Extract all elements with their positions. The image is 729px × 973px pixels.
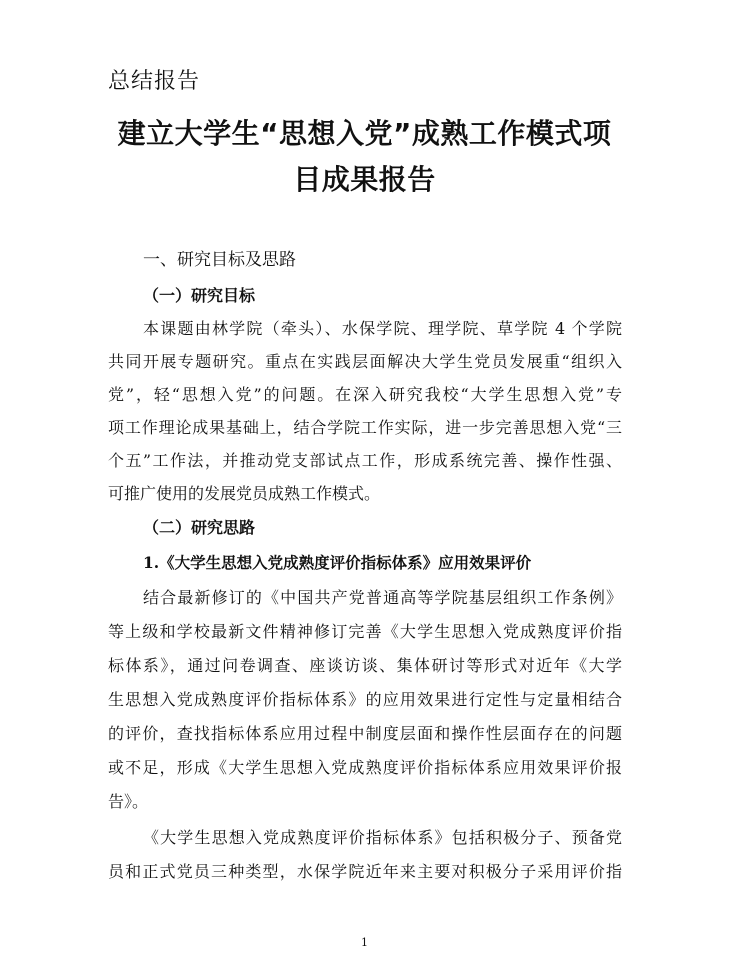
paragraph-line: 的评价，查找指标体系应用过程中制度层面和操作性层面存在的问题: [108, 724, 622, 743]
item-heading-evaluation-system-effect: 1.《大学生思想入党成熟度评价指标体系》应用效果评价: [143, 553, 532, 572]
paragraph-line: 项工作理论成果基础上，结合学院工作实际，进一步完善思想入党“三: [108, 418, 622, 437]
paragraph-line: 告》。: [108, 792, 149, 811]
paragraph-line: 党”，轻“思想入党”的问题。在深入研究我校“大学生思想入党”专: [108, 385, 622, 404]
paragraph-line: 《大学生思想入党成熟度评价指标体系》包括积极分子、预备党: [143, 828, 622, 847]
paragraph-line: 可推广使用的发展党员成熟工作模式。: [108, 484, 381, 503]
paragraph-line: 本课题由林学院（牵头）、水保学院、理学院、草学院 4 个学院: [143, 319, 622, 338]
paragraph-line: 生思想入党成熟度评价指标体系》的应用效果进行定性与定量相结合: [108, 690, 622, 709]
paragraph-line: 个五”工作法，并推动党支部试点工作，形成系统完善、操作性强、: [108, 451, 622, 470]
document-type-label: 总结报告: [108, 69, 201, 94]
page-number: 1: [361, 936, 368, 949]
document-title-line-1: 建立大学生“思想入党”成熟工作模式项: [117, 117, 612, 150]
paragraph-line: 员和正式党员三种类型，水保学院近年来主要对积极分子采用评价指: [108, 862, 622, 881]
section-heading-research-goals-and-ideas: 一、研究目标及思路: [143, 250, 296, 270]
paragraph-line: 等上级和学校最新文件精神修订完善《大学生思想入党成熟度评价指: [108, 622, 622, 641]
paragraph-line: 标体系》，通过问卷调查、座谈访谈、集体研讨等形式对近年《大学: [108, 656, 622, 675]
subsection-heading-research-goals: （一）研究目标: [143, 286, 256, 305]
paragraph-line: 或不足，形成《大学生思想入党成熟度评价指标体系应用效果评价报: [108, 758, 622, 777]
document-title-line-2: 目成果报告: [293, 163, 436, 196]
subsection-heading-research-ideas: （二）研究思路: [143, 518, 256, 537]
paragraph-line: 共同开展专题研究。重点在实践层面解决大学生党员发展重“组织入: [108, 352, 622, 371]
paragraph-line: 结合最新修订的《中国共产党普通高等学院基层组织工作条例》: [143, 588, 622, 607]
